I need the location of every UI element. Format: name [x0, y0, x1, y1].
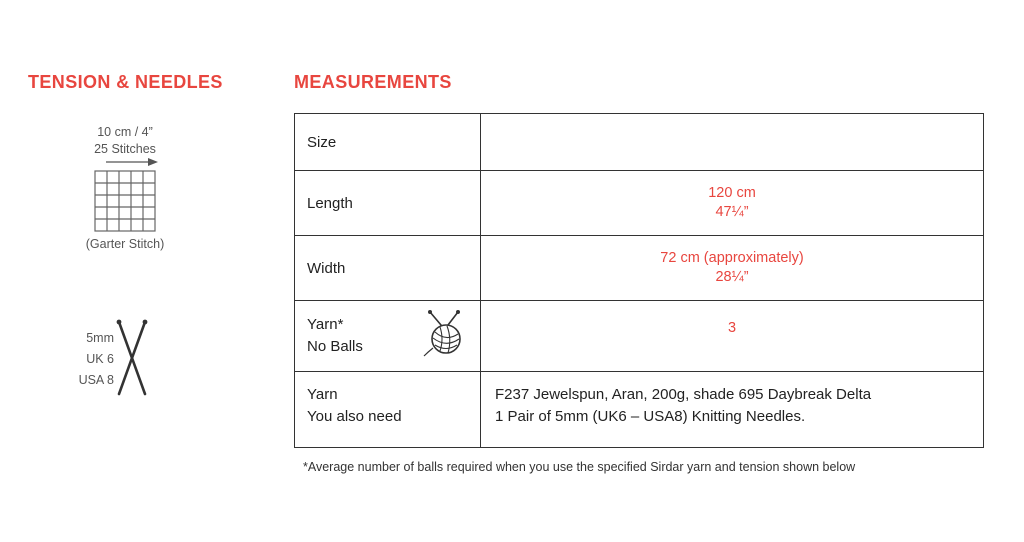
- swatch-stitches-label: 25 Stitches: [94, 142, 156, 156]
- swatch-measure-label: 10 cm / 4”: [97, 125, 153, 139]
- also-need-label: You also need: [307, 408, 402, 425]
- yarn-balls-value: 3: [481, 301, 984, 372]
- table-row-length: [295, 171, 984, 236]
- length-label: Length: [295, 171, 481, 236]
- needle-size-mm: 5mm: [86, 331, 114, 345]
- length-cm: 120 cm: [708, 185, 756, 201]
- needle-size-usa: USA 8: [78, 373, 114, 387]
- footnote: *Average number of balls required when you use the specified Sirdar yarn and tension shown below: [303, 460, 856, 474]
- width-cm: 72 cm (approximately): [660, 250, 804, 266]
- table-row-yarn-need: [295, 372, 984, 448]
- needles-description: 1 Pair of 5mm (UK6 – USA8) Knitting Needles.: [495, 408, 806, 425]
- width-value: [481, 236, 984, 301]
- table-row-yarn-balls: [295, 301, 984, 372]
- yarn-description: F237 Jewelspun, Aran, 200g, shade 695 Daybreak Delta: [495, 386, 872, 403]
- length-value: [481, 171, 984, 236]
- size-value: [481, 114, 984, 171]
- measurements-heading: MEASUREMENTS: [294, 72, 452, 92]
- table-row-width: [295, 236, 984, 301]
- stitch-grid-icon: [94, 170, 156, 232]
- crossed-needles-icon: [114, 316, 150, 398]
- yarn-balls-label: [295, 301, 481, 372]
- width-in: 28¼”: [715, 269, 749, 285]
- size-label: Size: [295, 114, 481, 171]
- yarn-ball-icon: [422, 308, 468, 358]
- tension-needles-heading: TENSION & NEEDLES: [28, 72, 223, 92]
- table-row-size: [295, 114, 984, 171]
- yarn-need-value: [481, 372, 984, 448]
- yarn-label: Yarn: [307, 386, 338, 403]
- yarn-star-label: Yarn*: [307, 316, 344, 333]
- needle-size-uk: UK 6: [86, 352, 114, 366]
- right-arrow-icon: [106, 157, 158, 167]
- measurements-table: [294, 113, 984, 448]
- garter-stitch-label: (Garter Stitch): [85, 237, 165, 251]
- yarn-need-label: [295, 372, 481, 448]
- length-in: 47¼”: [715, 204, 749, 220]
- no-balls-label: No Balls: [307, 338, 363, 355]
- width-label: Width: [295, 236, 481, 301]
